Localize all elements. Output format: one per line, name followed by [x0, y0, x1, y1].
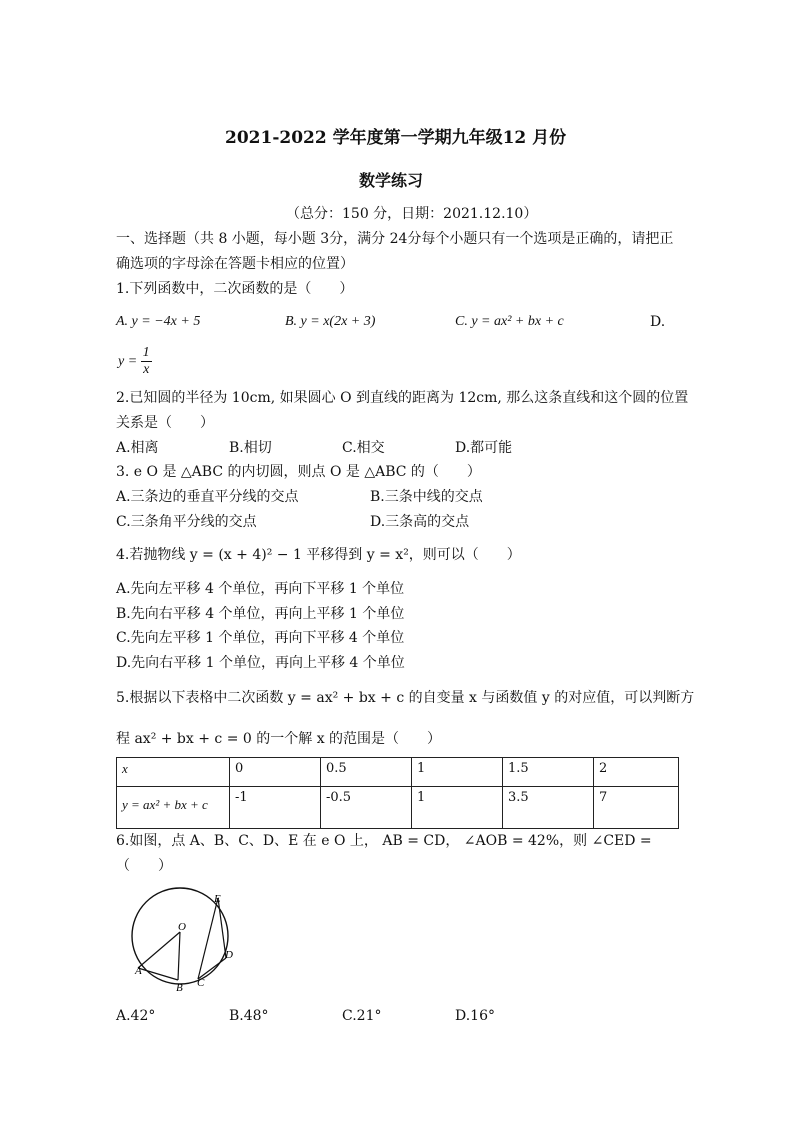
- table-row: [117, 758, 679, 787]
- label-a: A: [135, 965, 142, 977]
- table-cell: 7: [594, 787, 679, 829]
- q4-stem: 4.若抛物线 y = (x + 4)² − 1 平移得到 y = x²，则可以（ ）: [116, 547, 521, 563]
- q6-stem: 6.如图，点 A、B、C、D、E 在 e O 上， AB = CD， ∠AOB = 42%，则 ∠CED =: [116, 833, 652, 849]
- table-cell: 1.5: [503, 758, 594, 787]
- q1-option-c: C. y = ax² + bx + c: [455, 314, 564, 329]
- q3-option-a: A.三条边的垂直平分线的交点: [116, 489, 299, 505]
- q5-value-table: [116, 757, 679, 829]
- exam-title: 2021-2022 学年度第一学期九年级12 月份: [225, 128, 567, 148]
- label-e: E: [214, 893, 221, 905]
- table-cell: y = ax² + bx + c: [117, 787, 230, 829]
- q4-option-c: C.先向左平移 1 个单位，再向下平移 4 个单位: [116, 630, 405, 646]
- segment-ob: [178, 932, 180, 980]
- label-d: D: [225, 949, 233, 961]
- table-cell: 0.5: [321, 758, 412, 787]
- q1-d-lhs: y =: [118, 354, 138, 369]
- section1-heading: 一、选择题（共 8 小题，每小题 3分，满分 24分每个小题只有一个选项是正确的，请把正: [116, 231, 674, 247]
- table-cell: 3.5: [503, 787, 594, 829]
- q6-option-b: B.48°: [229, 1008, 269, 1024]
- table-cell: 0: [230, 758, 321, 787]
- q1-option-b: B. y = x(2x + 3): [285, 314, 376, 329]
- q6-option-d: D.16°: [455, 1008, 495, 1024]
- table-row: [117, 787, 679, 829]
- q2-option-c: C.相交: [342, 440, 385, 456]
- table-cell: -1: [230, 787, 321, 829]
- q1-option-d-label: D.: [650, 314, 666, 330]
- label-c: C: [197, 977, 205, 989]
- table-cell: x: [117, 758, 230, 787]
- q3-option-b: B.三条中线的交点: [370, 489, 483, 505]
- exam-info: （总分：150 分，日期：2021.12.10）: [286, 206, 538, 222]
- table-cell: -0.5: [321, 787, 412, 829]
- q1-d-numerator: 1: [142, 345, 150, 361]
- q1-option-d: [118, 345, 152, 379]
- q6-option-a: A.42°: [116, 1008, 156, 1024]
- q4-option-d: D.先向右平移 1 个单位，再向上平移 4 个单位: [116, 655, 405, 671]
- segment-oa: [138, 932, 180, 968]
- table-cell: 1: [412, 787, 503, 829]
- q2-stem-cont: 关系是（ ）: [116, 415, 214, 431]
- q2-option-d: D.都可能: [455, 440, 513, 456]
- table-cell: 2: [594, 758, 679, 787]
- q1-d-denominator: x: [143, 362, 150, 378]
- q1-d-fraction: [141, 345, 152, 378]
- q1-option-a: A. y = −4x + 5: [116, 314, 201, 329]
- q3-option-c: C.三条角平分线的交点: [116, 514, 257, 530]
- q2-option-a: A.相离: [116, 440, 159, 456]
- section1-heading-cont: 确选项的字母涂在答题卡相应的位置）: [116, 256, 354, 272]
- q5-stem: 5.根据以下表格中二次函数 y = ax² + bx + c 的自变量 x 与函数值 y 的对应值，可以判断方: [116, 690, 695, 706]
- q4-option-a: A.先向左平移 4 个单位，再向下平移 1 个单位: [116, 581, 405, 597]
- table-cell: 1: [412, 758, 503, 787]
- q2-stem: 2.已知圆的半径为 10cm, 如果圆心 O 到直线的距离为 12cm, 那么这条直线和这个圆的位置: [116, 390, 689, 406]
- label-b: B: [176, 982, 183, 994]
- exam-subtitle: 数学练习: [359, 171, 424, 190]
- q4-option-b: B.先向右平移 4 个单位，再向上平移 1 个单位: [116, 606, 405, 622]
- q1-stem: 1.下列函数中，二次函数的是（ ）: [116, 281, 354, 297]
- circle-figure: [120, 878, 250, 996]
- q2-option-b: B.相切: [229, 440, 272, 456]
- q3-option-d: D.三条高的交点: [370, 514, 470, 530]
- q6-option-c: C.21°: [342, 1008, 382, 1024]
- q6-stem-cont: （ ）: [116, 858, 172, 874]
- q3-stem: 3. e O 是 △ABC 的内切圆，则点 O 是 △ABC 的（ ）: [116, 464, 481, 480]
- label-o: O: [178, 921, 186, 933]
- q5-stem-cont: 程 ax² + bx + c = 0 的一个解 x 的范围是（ ）: [116, 731, 442, 747]
